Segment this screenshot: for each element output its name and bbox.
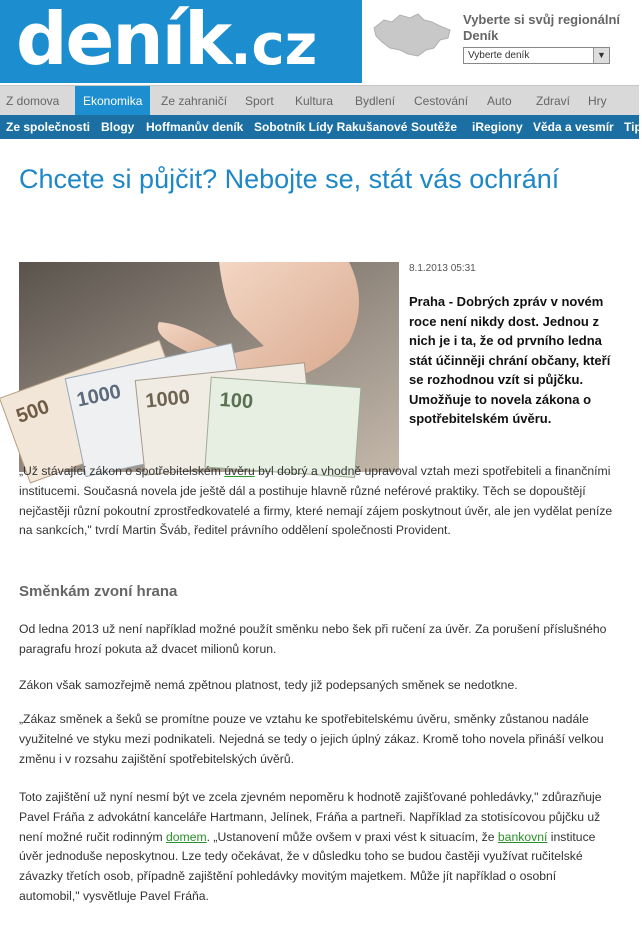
nav-item-kultura[interactable]: Kultura (295, 94, 334, 108)
link-domem[interactable]: domem (166, 829, 207, 844)
nav-item-ekonomika[interactable]: Ekonomika (75, 86, 150, 116)
nav-item-hry[interactable]: Hry (588, 94, 607, 108)
logo-main: deník (16, 0, 231, 81)
region-select-value: Vyberte deník (468, 50, 530, 61)
nav-item-cestovani[interactable]: Cestování (414, 94, 469, 108)
region-select[interactable] (463, 47, 610, 64)
nav-item-zdravi[interactable]: Zdraví (536, 94, 571, 108)
banknote-label: 1000 (74, 380, 123, 412)
article-paragraph-2: Od ledna 2013 už není například možné použít směnku nebo šek při ručení za úvěr. Za porušení příslušného paragrafu hrozí pokuta až dvacet milionů korun. (19, 622, 607, 656)
article-paragraph-5: Toto zajištění už nyní nesmí být ve zcela zjevném nepoměru k hodnotě zajišťované pohledávky," zdůrazňuje Pavel Fráňa z advokátní kanceláře Hartmann, Jelínek, Fráňa a partneři. Například za stotisícovou půjčku už není možné ručit rodinným domem. „Ustanovení může ovšem v praxi vést k situacím, že bankovní instituce úvěr jednoduše neposkytnou. Lze tedy očekávat, že v důsledku toho se budou častěji využívat ručitelské závazky třetích osob, případně zajištění pohledávky movitým majetkem. Může jít například o osobní automobil," vysvětluje Pavel Fráňa. (19, 790, 602, 903)
banknote-label: 500 (13, 395, 53, 428)
nav-item-bydleni[interactable]: Bydlení (355, 94, 396, 108)
secondary-nav (0, 115, 642, 139)
subnav-item-sobotnik[interactable]: Sobotník Lídy Rakušanové (254, 120, 408, 134)
subnav-item-hoffmanuv-denik[interactable]: Hoffmanův deník (146, 120, 244, 134)
nav-item-sport[interactable]: Sport (245, 94, 274, 108)
subnav-item-tip[interactable]: Tip (624, 120, 642, 134)
nav-item-z-domova[interactable]: Z domova (6, 94, 60, 108)
site-header (0, 0, 639, 83)
subnav-item-ze-spolecnosti[interactable]: Ze společnosti (6, 120, 91, 134)
czech-map-icon (370, 10, 454, 60)
banknotes-hand-image (13, 262, 399, 472)
subnav-item-souteze[interactable]: Soutěže (411, 120, 458, 134)
site-logo[interactable] (0, 0, 362, 83)
primary-nav (0, 85, 639, 116)
banknote-label: 1000 (144, 386, 191, 413)
article-date: 8.1.2013 05:31 (409, 263, 476, 274)
article-subheading: Směnkám zvoní hrana (19, 583, 178, 600)
nav-item-ze-zahranici[interactable]: Ze zahraničí (161, 94, 228, 108)
subnav-item-blogy[interactable]: Blogy (101, 120, 135, 134)
link-bankovni[interactable]: bankovní (497, 829, 548, 844)
article-paragraph-4: „Zákaz směnek a šeků se promítne pouze ve vztahu ke spotřebitelskému úvěru, směnky zůstanou nadále využitelné ve styku mezi podnikateli. Nejedná se tedy o jejich úplný zákaz. Kromě toho novela přináší velkou změnu i v rozsahu zajištění spotřebitelských úvěrů. (19, 712, 604, 766)
subnav-item-iregiony[interactable]: iRegiony (472, 120, 523, 134)
logo-tld: .cz (230, 13, 318, 78)
subnav-item-veda-a-vesmir[interactable]: Věda a vesmír (533, 120, 614, 134)
article-title: Chcete si půjčit? Nebojte se, stát vás ochrání (19, 164, 560, 194)
article-paragraph-3: Zákon však samozřejmě nemá zpětnou platnost, tedy již podepsaných směnek se nedotkne. (19, 678, 518, 692)
nav-item-auto[interactable]: Auto (487, 94, 512, 108)
article-photo (13, 262, 399, 472)
chevron-down-icon[interactable]: ▼ (593, 48, 609, 63)
link-uveru[interactable]: úvěru (224, 464, 255, 478)
region-title: Vyberte si svůj regionální Deník (463, 12, 621, 43)
banknote-label: 100 (218, 388, 254, 414)
article-paragraph-1: „Už stávající zákon o spotřebitelském úvěru byl dobrý a vhodně upravoval vztah mezi spotřebiteli a finančními institucemi. Současná novela jde ještě dál a postihuje hlavně různé neférové praktiky. Těch se dopouštějí nejčastěji různí pokoutní zprostředkovatelé a firmy, které nemají zájem poskytnout úvěr, ale jen vydělat peníze na sankcích," tvrdí Martin Šváb, ředitel právního oddělení společnosti Provident. (19, 464, 613, 538)
article-lead: Praha - Dobrých zpráv v novém roce není nikdy dost. Jednou z nich je i ta, že od prvního ledna stát účinněji chrání občany, kteří se rozhodnou vzít si půjčku. Umožňuje to novela zákona o spotřebitelském úvěru. (409, 294, 611, 426)
